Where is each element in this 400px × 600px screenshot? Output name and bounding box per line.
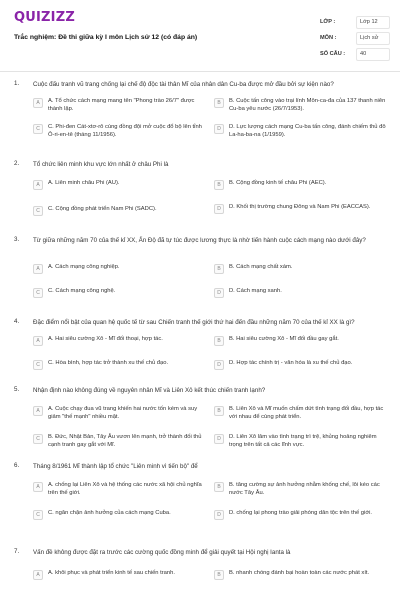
option-text: C. ngăn chặn ảnh hưởng của cách mạng Cuba.: [48, 510, 171, 516]
option-b[interactable]: [214, 482, 389, 497]
option-c[interactable]: [33, 288, 211, 298]
option-letter-badge: A: [33, 336, 43, 346]
option-a[interactable]: [33, 406, 211, 421]
option-b[interactable]: [214, 180, 389, 190]
question-number: 3.: [14, 236, 20, 243]
option-b[interactable]: [214, 264, 389, 274]
option-text: A. khôi phục và phát triển kinh tế sau chiến tranh.: [48, 570, 175, 576]
option-text: A. Hai siêu cường Xô - Mĩ đối thoại, hợp tác.: [48, 336, 163, 342]
option-text: A. Cách mạng công nghiệp.: [48, 264, 120, 270]
option-text: B. nhanh chóng đánh bại hoàn toàn các nước phát xít.: [229, 570, 370, 576]
option-text: D. Cách mạng xanh.: [229, 288, 282, 294]
option-text: A. Liên minh châu Phi (AU).: [48, 180, 120, 186]
option-text: C. Cộng đồng phát triển Nam Phi (SADC).: [48, 206, 157, 212]
option-letter-badge: B: [214, 264, 224, 274]
question-number: 5.: [14, 386, 20, 393]
meta-value: Lịch sử: [356, 32, 390, 45]
option-d[interactable]: [214, 510, 389, 520]
meta-key: MÔN :: [320, 35, 337, 41]
option-text: C. Cách mạng công nghệ.: [48, 288, 116, 294]
question-text: Đặc điểm nổi bật của quan hệ quốc tế từ sau Chiến tranh thế giới thứ hai đến đầu những năm 70 của thế kỉ XX là gì?: [33, 319, 355, 326]
option-text: C. Hòa bình, hợp tác trở thành xu thế chủ đạo.: [48, 360, 169, 366]
option-letter-badge: C: [33, 124, 43, 134]
option-letter-badge: A: [33, 180, 43, 190]
meta-key: SỐ CÂU :: [320, 51, 346, 57]
meta-row-count: [320, 46, 390, 62]
question-number: 2.: [14, 160, 20, 167]
option-c[interactable]: [33, 124, 211, 139]
option-b[interactable]: [214, 570, 389, 580]
question-text: Tổ chức liên minh khu vực lớn nhất ở châu Phi là: [33, 161, 169, 168]
option-text: B. Cộng đồng kinh tế châu Phi (AEC).: [229, 180, 327, 186]
option-text: B. Cuộc tấn công vào trại lính Môn-ca-đa của 137 thanh niên Cu-ba yêu nước (26/7/1953).: [229, 98, 386, 112]
option-d[interactable]: [214, 288, 389, 298]
quizizz-logo[interactable]: QUIZIZZ: [14, 10, 75, 25]
question-number: 6.: [14, 462, 20, 469]
option-letter-badge: B: [214, 98, 224, 108]
quiz-meta: [320, 14, 390, 62]
option-letter-badge: D: [214, 124, 224, 134]
question-text: Nhận định nào không đúng về nguyên nhân Mĩ và Liên Xô kết thúc chiến tranh lạnh?: [33, 387, 266, 394]
option-letter-badge: C: [33, 288, 43, 298]
option-letter-badge: D: [214, 510, 224, 520]
option-text: B. tăng cường sự ảnh hưởng nhằm khống chế, lôi kéo các nước Tây Âu.: [229, 482, 380, 496]
option-letter-badge: A: [33, 570, 43, 580]
option-b[interactable]: [214, 406, 389, 421]
option-c[interactable]: [33, 360, 211, 370]
meta-row-class: [320, 14, 390, 30]
option-text: D. chống lại phong trào giải phóng dân tộc trên thế giới.: [229, 510, 373, 516]
option-letter-badge: D: [214, 288, 224, 298]
meta-row-subject: [320, 30, 390, 46]
option-letter-badge: A: [33, 406, 43, 416]
option-text: B. Đức, Nhật Bản, Tây Âu vươn lên mạnh, trở thành đối thủ cạnh tranh gay gắt với Mĩ.: [48, 434, 202, 448]
question-number: 7.: [14, 548, 20, 555]
page-title: Trắc nghiệm: Đề thi giữa kỳ I môn Lịch sử 12 (có đáp án): [14, 34, 198, 41]
option-text: D. Khối thị trường chung Đông và Nam Phi (EACCAS).: [229, 204, 371, 210]
option-a[interactable]: [33, 570, 211, 580]
option-letter-badge: C: [33, 510, 43, 520]
option-a[interactable]: [33, 336, 211, 346]
option-text: A. chống lại Liên Xô và hệ thống các nước xã hội chủ nghĩa trên thế giới.: [48, 482, 202, 496]
option-text: A. Cuộc chạy đua vũ trang khiến hai nước tốn kém và suy giảm "thế mạnh" nhiều mặt.: [48, 406, 198, 420]
option-d[interactable]: [214, 360, 389, 370]
option-text: D. Hợp tác chính trị - văn hóa là xu thế chủ đạo.: [229, 360, 353, 366]
option-letter-badge: C: [33, 434, 43, 444]
option-a[interactable]: [33, 264, 211, 274]
option-letter-badge: D: [214, 360, 224, 370]
question-text: Cuộc đấu tranh vũ trang chống lại chế độ độc tài thân Mĩ của nhân dân Cu-ba được mở đầu bởi sự kiện nào?: [33, 81, 334, 88]
option-letter-badge: A: [33, 482, 43, 492]
option-a[interactable]: [33, 98, 211, 113]
question-number: 4.: [14, 318, 20, 325]
option-letter-badge: D: [214, 204, 224, 214]
option-letter-badge: B: [214, 482, 224, 492]
option-text: C. Phi-đen Cát-xtơ-rô cùng đồng đội mở cuộc đổ bộ lên tỉnh Ô-ri-en-tê (tháng 11/1956).: [48, 124, 202, 138]
option-text: B. Cách mạng chất xám.: [229, 264, 293, 270]
question-text: Vấn đề không được đặt ra trước các cường quốc đồng minh để giải quyết tại Hội nghị Ianta là: [33, 549, 291, 556]
question-text: Tháng 8/1961 Mĩ thành lập tổ chức "Liên minh vì tiến bộ" để: [33, 463, 198, 470]
option-letter-badge: A: [33, 98, 43, 108]
question-text: Từ giữa những năm 70 của thế kỉ XX, Ấn Độ đã tự túc được lương thực là nhờ tiến hành cuộc cách mạng nào dưới đây?: [33, 237, 366, 244]
option-text: B. Hai siêu cường Xô - Mĩ đối đầu gay gắt.: [229, 336, 339, 342]
option-a[interactable]: [33, 482, 211, 497]
option-d[interactable]: [214, 124, 389, 139]
option-c[interactable]: [33, 434, 211, 449]
option-b[interactable]: [214, 336, 389, 346]
option-letter-badge: B: [214, 406, 224, 416]
meta-value: Lớp 12: [356, 16, 390, 29]
option-b[interactable]: [214, 98, 389, 113]
option-text: D. Lực lượng cách mạng Cu-ba tấn công, đánh chiếm thủ đô La-ha-ba-na (1/1959).: [229, 124, 386, 138]
option-text: B. Liên Xô và Mĩ muốn chấm dứt tình trạng đối đầu, hợp tác với nhau để cùng phát triển.: [229, 406, 384, 420]
option-letter-badge: D: [214, 434, 224, 444]
option-letter-badge: C: [33, 206, 43, 216]
option-a[interactable]: [33, 180, 211, 190]
option-d[interactable]: [214, 434, 389, 449]
option-d[interactable]: [214, 204, 389, 214]
option-letter-badge: C: [33, 360, 43, 370]
option-c[interactable]: [33, 206, 211, 216]
option-letter-badge: B: [214, 570, 224, 580]
option-letter-badge: B: [214, 180, 224, 190]
option-c[interactable]: [33, 510, 211, 520]
option-text: D. Liên Xô lâm vào tình trạng trì trệ, khủng hoảng nghiêm trọng trên tất cả các lĩnh vực.: [229, 434, 377, 448]
meta-value: 40: [356, 48, 390, 61]
meta-key: LỚP :: [320, 19, 336, 25]
option-letter-badge: A: [33, 264, 43, 274]
option-letter-badge: B: [214, 336, 224, 346]
question-number: 1.: [14, 80, 20, 87]
option-text: A. Tổ chức cách mạng mang tên "Phong trào 26/7" được thành lập.: [48, 98, 195, 112]
page-header: [0, 0, 400, 72]
